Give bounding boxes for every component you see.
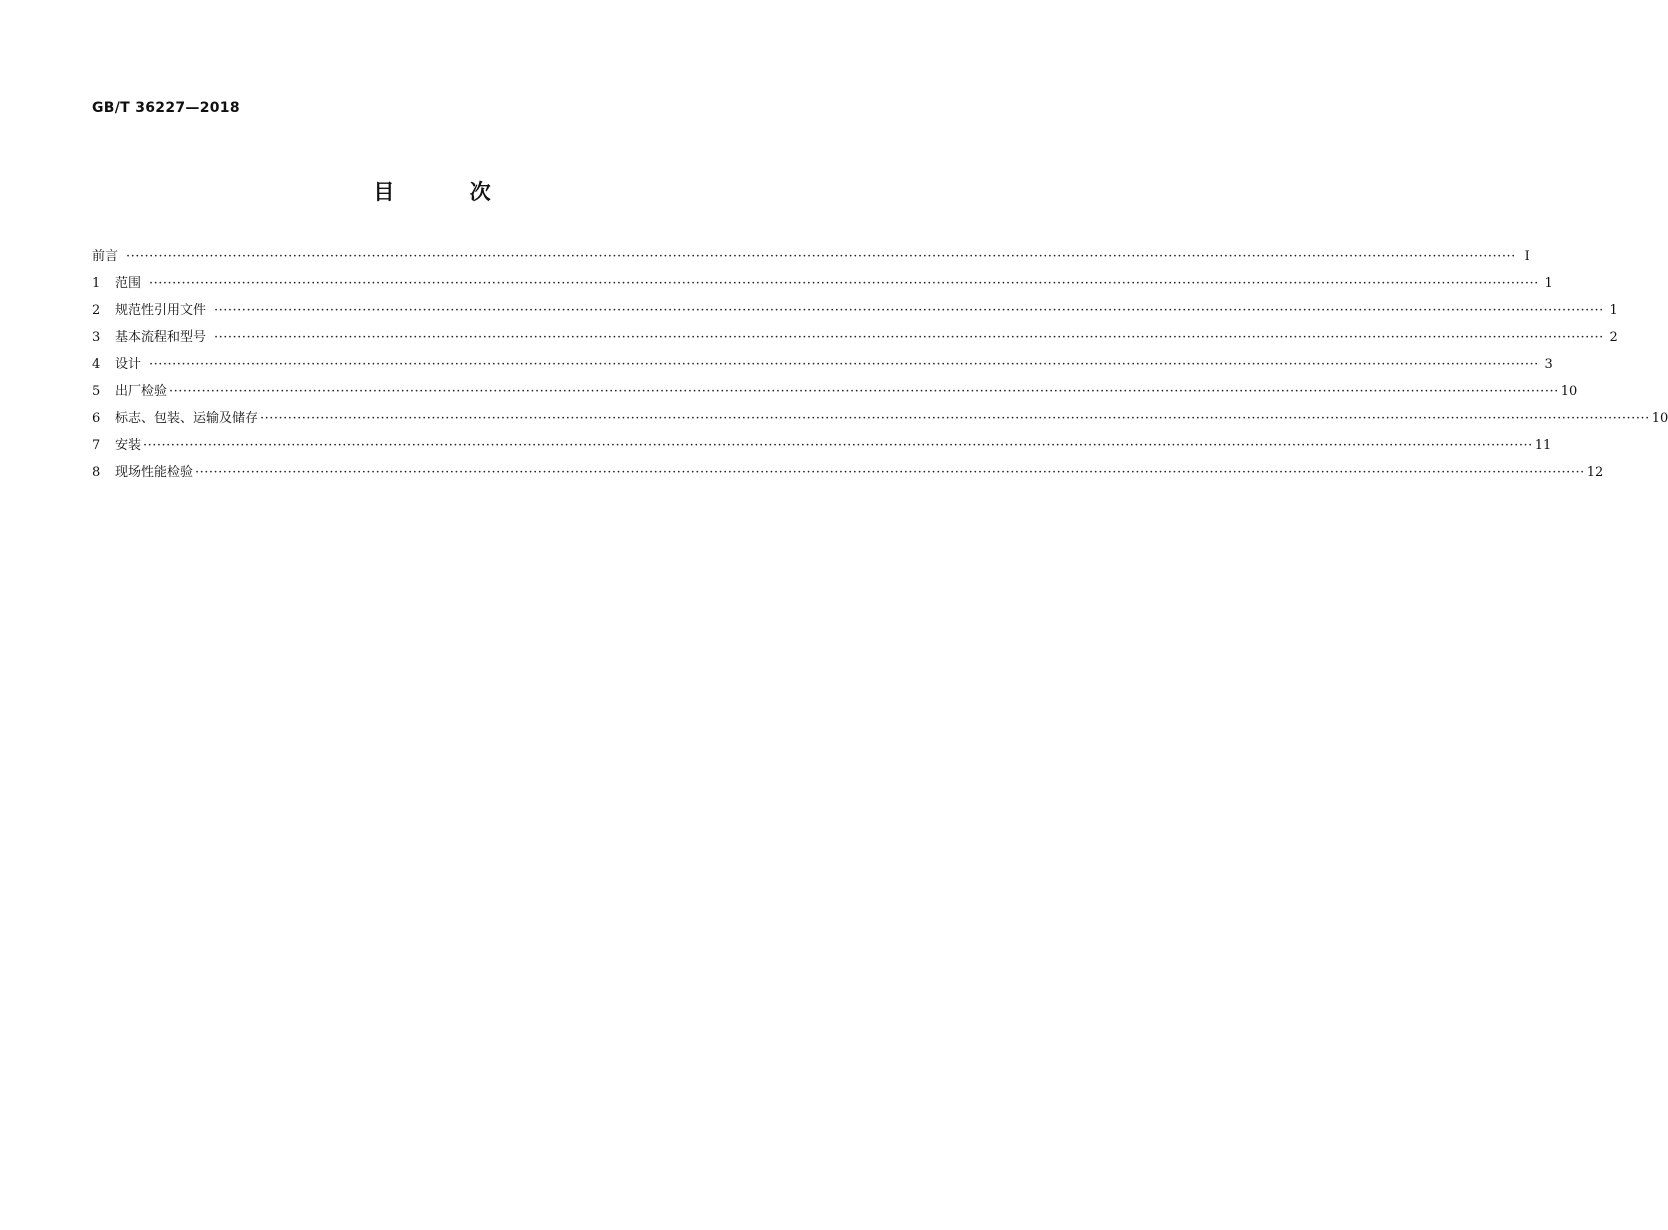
toc-leader-dots: ············································································································································································································································································································ <box>143 438 1533 453</box>
toc-entry-number: 4 <box>92 357 101 372</box>
toc-entry-number: 6 <box>92 411 101 426</box>
toc-leader-dots: ············································································································································································································································································································ <box>214 330 1604 345</box>
toc-entry-design[interactable] <box>92 354 1553 381</box>
toc-entry-page: 1 <box>1609 303 1618 318</box>
toc-entry-page: 1 <box>1544 276 1553 291</box>
toc-entry-label: 设计 <box>115 357 142 372</box>
toc-entry-factory-inspection[interactable] <box>92 381 1578 408</box>
toc-leader-dots: ············································································································································································································································································································ <box>149 276 1539 291</box>
toc-entry-number: 8 <box>92 465 101 480</box>
toc-entry-installation[interactable] <box>92 435 1552 462</box>
toc-entry-number: 3 <box>92 330 101 345</box>
toc-entry-label: 基本流程和型号 <box>115 330 207 345</box>
toc-leader-dots: ············································································································································································································································································································ <box>195 465 1585 480</box>
toc-entry-normative-references[interactable] <box>92 300 1618 327</box>
standard-code: GB/T 36227—2018 <box>92 100 240 116</box>
toc-leader-dots: ············································································································································································································································································································ <box>149 357 1539 372</box>
toc-entry-page: 10 <box>1651 411 1668 426</box>
toc-entry-label: 安装 <box>115 438 142 453</box>
toc-entry-number: 5 <box>92 384 101 399</box>
toc-entry-label: 规范性引用文件 <box>115 303 207 318</box>
toc-entry-page: 3 <box>1544 357 1553 372</box>
toc-title: 目 次 <box>373 180 525 204</box>
toc-entry-label: 范围 <box>115 276 142 291</box>
toc-entry-page: 2 <box>1609 330 1618 345</box>
toc-entry-label: 现场性能检验 <box>115 465 194 480</box>
toc-leader-dots: ············································································································································································································································································································ <box>260 411 1650 426</box>
toc-entry-number: 2 <box>92 303 101 318</box>
toc-entry-page: 10 <box>1560 384 1578 399</box>
toc-entry-number: 1 <box>92 276 101 291</box>
toc-leader-dots: ············································································································································································································································································································ <box>126 249 1516 264</box>
toc-leader-dots: ············································································································································································································································································································ <box>169 384 1559 399</box>
toc-entry-basic-process[interactable] <box>92 327 1618 354</box>
toc-entry-foreword[interactable] <box>92 246 1530 273</box>
toc-entry-label: 出厂检验 <box>115 384 168 399</box>
toc-entry-page: 11 <box>1534 438 1552 453</box>
toc-entry-label: 前言 <box>92 249 119 264</box>
toc-entry-marking-packaging[interactable] <box>92 408 1668 435</box>
toc-leader-dots: ············································································································································································································································································································ <box>214 303 1604 318</box>
table-of-contents <box>92 246 1668 489</box>
toc-entry-scope[interactable] <box>92 273 1553 300</box>
toc-entry-page: Ⅰ <box>1524 249 1530 264</box>
toc-entry-page: 12 <box>1586 465 1604 480</box>
toc-entry-number: 7 <box>92 438 101 453</box>
toc-entry-field-performance[interactable] <box>92 462 1604 489</box>
toc-entry-label: 标志、包装、运输及储存 <box>115 411 259 426</box>
